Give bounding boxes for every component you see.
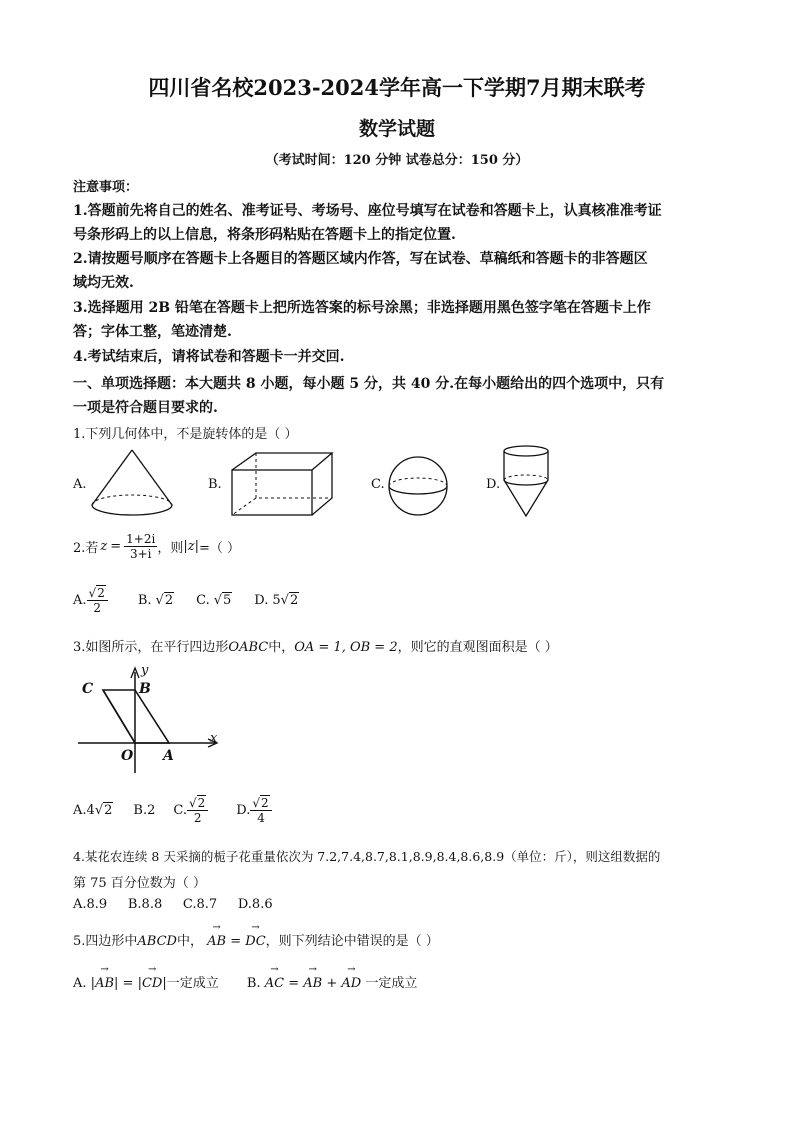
q4-stem-line-1: 4.某花农连续 8 天采摘的栀子花重量依次为 7.2,7.4,8.7,8.1,8.9,8.4,8.6,8.9（单位：斤），则这组数据的	[73, 849, 661, 864]
note-2-line-2: 域均无效.	[73, 275, 134, 291]
q1-stem: 1.下列几何体中，不是旋转体的是（ ）	[73, 427, 298, 442]
q5-vector-dc: → DC	[245, 934, 265, 949]
exam-subtitle: 数学试题	[358, 118, 435, 140]
q3-option-c-label: C.	[173, 802, 187, 818]
q5-option-b-vector-ab: → AB	[303, 976, 322, 991]
note-2-line-1: 2.请按题号顺序在答题卡上各题目的答题区域内作答，写在试卷、草稿纸和答题卡的非答题区	[73, 251, 648, 267]
q2-option-a-num: 2	[97, 585, 105, 600]
q3-stem-c: ，则它的直观图面积是（ ）	[397, 640, 558, 655]
q2-z: z	[100, 538, 108, 554]
q3-stem-a: 3.如图所示，在平行四边形	[73, 640, 229, 655]
q2-fraction	[124, 532, 157, 561]
q2-mid: ，则	[157, 540, 184, 556]
cuboid-figure	[226, 450, 336, 520]
note-1-line-1: 1.答题前先将自己的姓名、准考证号、考场号、座位号填写在试卷和答题卡上，认真核准准考证	[73, 203, 662, 219]
q3-option-c-num: 2	[197, 795, 206, 810]
q2-suffix: =（ ）	[198, 540, 240, 556]
q2-option-d-value: 2	[289, 592, 299, 608]
q2-option-b-label: B.	[137, 592, 152, 608]
q5-option-b-plus: +	[326, 976, 338, 991]
note-1-line-2: 号条形码上的以上信息，将条形码粘贴在答题卡上的指定位置.	[73, 227, 456, 243]
q5-option-a-vector-cd: → CD	[142, 976, 162, 991]
q3-options: A. 4 √2 B.2 C. $\frac{√2}{2}$ D. $\frac{√2}{4}$	[73, 790, 272, 830]
q3-option-a-label: A.	[73, 802, 87, 818]
q1-option-c-label: C.	[371, 477, 385, 492]
vertex-o-label: O	[121, 748, 134, 764]
vertex-b-label: B	[139, 681, 151, 697]
q2-stem	[73, 528, 240, 564]
q5-option-a-tail: 一定成立	[166, 976, 219, 991]
q5-option-b-label: B.	[246, 976, 261, 991]
note-3-line-1: 3.选择题用 2B 铅笔在答题卡上把所选答案的标号涂黑；非选择题用黑色签字笔在答题卡上作	[73, 300, 651, 316]
q5-option-a-label: A.	[73, 976, 87, 991]
note-3-line-2: 答；字体工整，笔迹清楚.	[73, 324, 232, 340]
q5-option-b-equals: =	[288, 976, 300, 991]
vertex-c-label: C	[82, 681, 94, 697]
q5-stem-b: 中，	[176, 934, 203, 949]
exam-info: （考试时间：120 分钟 试卷总分：150 分）	[265, 153, 529, 168]
q3-stem-b: 中，	[268, 640, 295, 655]
q2-abs-z: |z|	[183, 538, 199, 554]
q5-stem-c: ，则下列结论中错误的是（ ）	[265, 934, 439, 949]
q3-option-d-label: D.	[236, 802, 251, 818]
q5-options: A. |→ AB| = |→ CD|一定成立 B. → AC = → AB + → AD 一定成立	[73, 972, 417, 991]
note-4: 4.考试结束后，请将试卷和答题卡一并交回.	[73, 349, 345, 365]
q2-option-d-label: D.	[254, 592, 269, 608]
q2-options: A. $\frac{√2}{2}$ B. √2 C. √5 D. 5 √2	[73, 585, 299, 615]
vertex-a-label: A	[163, 748, 174, 764]
exam-title: 四川省名校2023-2024学年高一下学期7月期末联考	[148, 75, 646, 100]
parallelogram-figure	[75, 660, 225, 780]
q3-shape: OABC	[228, 640, 269, 655]
q2-denominator: 3+i	[129, 546, 152, 561]
section-1-line-2: 一项是符合题目要求的.	[73, 400, 218, 416]
cone-figure	[88, 445, 176, 520]
q2-prefix: 2.若	[73, 540, 99, 556]
q1-option-d-label: D.	[486, 477, 501, 492]
q5-option-a-equals: =	[122, 976, 134, 991]
q2-option-a-fraction: $\frac{√2}{2}$	[87, 586, 108, 615]
q2-option-d-coef: 5	[272, 592, 281, 608]
q3-option-d-num: 2	[261, 795, 269, 810]
q5-option-b-vector-ad: → AD	[341, 976, 361, 991]
q2-option-c-value: 5	[223, 592, 232, 608]
q3-stem	[73, 636, 558, 655]
q5-stem-a: 5.四边形中	[73, 934, 138, 949]
q3-option-d-den: 4	[257, 810, 265, 825]
section-1-line-1: 一、单项选择题：本大题共 8 小题，每小题 5 分，共 40 分.在每小题给出的四个选项中，只有	[73, 376, 665, 392]
q5-shape: ABCD	[137, 934, 177, 949]
x-axis-label: x	[210, 731, 218, 746]
q2-option-a-label: A.	[73, 592, 87, 608]
notes-heading: 注意事项：	[73, 180, 139, 195]
q1-option-a-label: A.	[73, 477, 87, 492]
cylinder-cone-figure	[500, 442, 555, 522]
q3-option-d-fraction: $\frac{√2}{4}$	[250, 796, 271, 825]
q2-numerator: 1+2i	[126, 531, 156, 546]
q3-option-c-fraction: $\frac{√2}{2}$	[187, 796, 208, 825]
q5-option-a-vector-ab: → AB	[95, 976, 114, 991]
y-axis-label: y	[141, 663, 149, 678]
q4-options: A.8.9 B.8.8 C.8.7 D.8.6	[73, 897, 273, 912]
q3-option-a-coef: 4	[86, 802, 95, 818]
q5-stem	[73, 930, 439, 949]
q2-equals: =	[110, 538, 122, 554]
q3-condition: OA = 1, OB = 2	[294, 640, 398, 655]
sphere-figure	[385, 455, 455, 519]
q2-option-b-value: 2	[164, 592, 174, 608]
q4-stem-line-2: 第 75 百分位数为（ ）	[73, 876, 206, 891]
q5-equals: =	[230, 934, 242, 949]
q1-option-b-label: B.	[208, 477, 222, 492]
q3-option-b: B.2	[133, 802, 156, 818]
q5-option-b-vector-ac: → AC	[265, 976, 284, 991]
q3-option-a-value: 2	[104, 802, 113, 818]
q2-option-a-den: 2	[93, 600, 101, 615]
q3-option-c-den: 2	[193, 810, 202, 825]
q5-option-b-tail: 一定成立	[365, 976, 418, 991]
q2-option-c-label: C.	[196, 592, 210, 608]
q5-vector-ab: → AB	[207, 934, 226, 949]
